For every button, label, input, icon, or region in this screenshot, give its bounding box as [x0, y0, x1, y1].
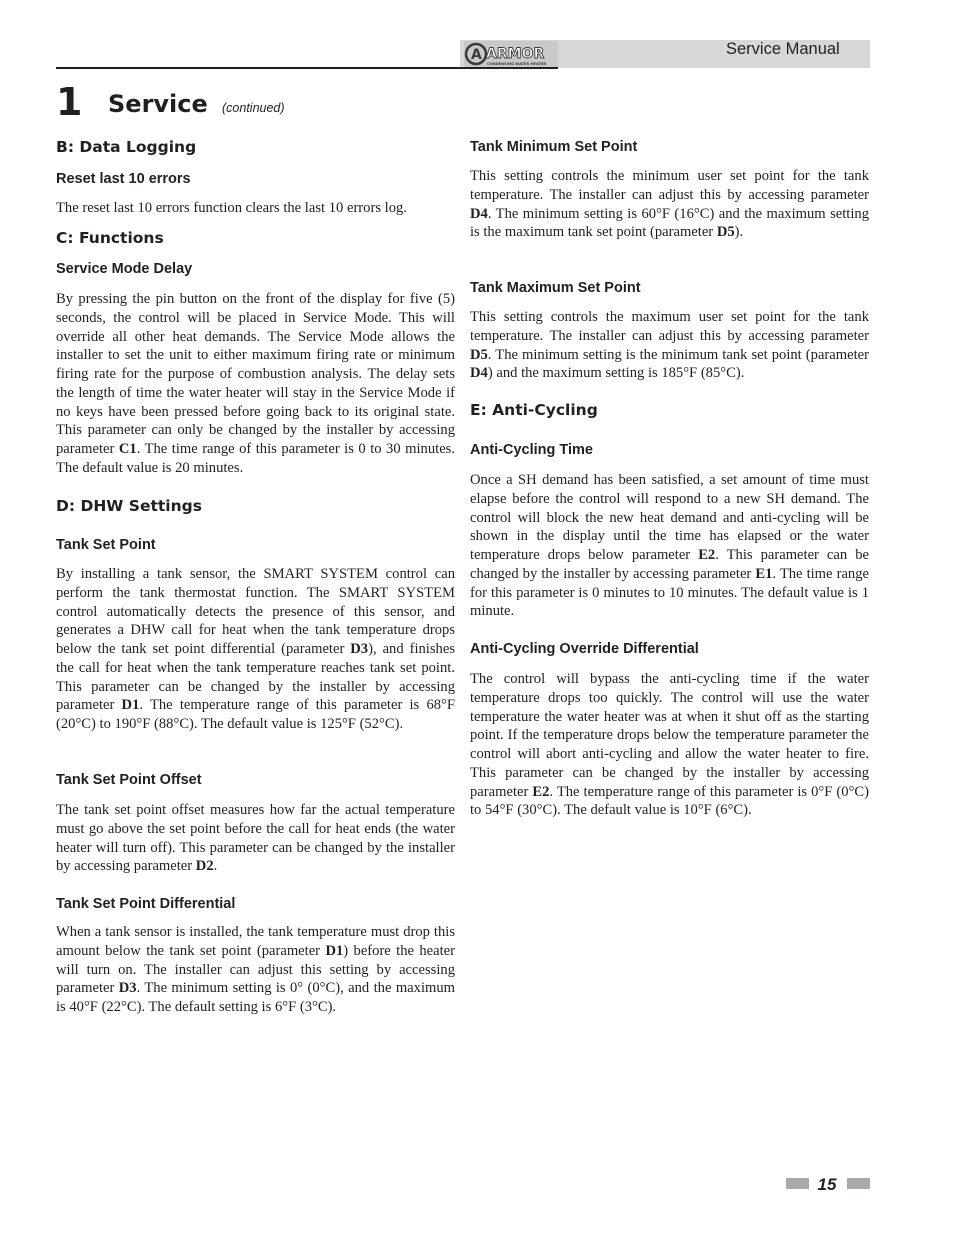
heading-tank-set-point: Tank Set Point: [56, 537, 156, 553]
para-anti-cycling-override: The control will bypass the anti-cycling time if the water temperature drops too quickly. The control will use the water temperature the water heater was at when it shut off as the starting point. If the temperature drops below the temperature parameter the control will abort anti-cycling and allow the water heater to fire. This parameter can be changed by the installer by accessing parameter E2. The temperature range of this parameter is 0°F (0°C) to 54°F (30°C). The default value is 10°F (6°C).: [470, 671, 869, 819]
heading-tank-minimum-set-point: Tank Minimum Set Point: [470, 139, 638, 155]
para-tank-set-point: By installing a tank sensor, the SMART SYSTEM control can perform the tank thermostat function. The SMART SYSTEM control automatically detects the presence of this sensor, and generates a DHW call for heat when the tank temperature drops below the tank set point differential (parameter D3), and finishes the call for heat when the tank temperature reaches tank set point. This parameter can be changed by the installer by accessing parameter D1. The temperature range of this parameter is 68°F (20°C) to 190°F (88°C). The default value is 125°F (52°C).: [56, 566, 455, 732]
para-anti-cycling-time: Once a SH demand has been satisfied, a set amount of time must elapse before the control will respond to a new SH demand. The control will block the new heat demand and anti-cycling will be shown in the display until the time has elapsed or the water temperature drops below parameter E2. This parameter can be changed by the installer by accessing parameter E1. The time range for this parameter is 0 minutes to 10 minutes. The default value is 1 minute.: [470, 472, 869, 620]
page-number: 15: [817, 1175, 837, 1194]
section-title: Service: [108, 90, 208, 118]
armor-logo: [464, 41, 558, 67]
svg-text:ARMOR: ARMOR: [486, 46, 545, 62]
heading-data-logging: B: Data Logging: [56, 138, 197, 156]
para-tank-maximum-set-point: This setting controls the maximum user set point for the tank temperature. The installer can adjust this by accessing parameter D5. The minimum setting is the minimum tank set point (parameter D4) and the maximum setting is 185°F (85°C).: [470, 309, 869, 382]
heading-tank-maximum-set-point: Tank Maximum Set Point: [470, 280, 641, 296]
para-tank-set-point-offset: The tank set point offset measures how far the actual temperature must go above the set point before the call for heat ends (the water heater will turn off). This parameter can be changed by the installer by accessing parameter D2.: [56, 802, 455, 875]
heading-tank-set-point-differential: Tank Set Point Differential: [56, 896, 236, 912]
heading-anti-cycling-override: Anti-Cycling Override Differential: [470, 641, 699, 657]
footer-bar-left: [786, 1178, 809, 1189]
para-service-mode-delay: By pressing the pin button on the front of the display for five (5) seconds, the control will be placed in Service Mode. This will override all other heat demands. The Service Mode allows the installer to set the unit to either maximum firing rate or minimum firing rate for the purpose of combustion analysis. The delay sets the length of time the water heater will stay in the Service Mode if no keys have been pressed before going back to its original state. This parameter can only be changed by the installer by accessing parameter C1. The time range of this parameter is 0 to 30 minutes. The default value is 20 minutes.: [56, 291, 456, 476]
heading-service-mode-delay: Service Mode Delay: [56, 261, 193, 277]
svg-text:A: A: [471, 47, 482, 63]
section-continued: (continued): [222, 101, 285, 115]
para-tank-minimum-set-point: This setting controls the minimum user set point for the tank temperature. The installer can adjust this by accessing parameter D4. The minimum setting is 60°F (16°C) and the maximum setting is the maximum tank set point (parameter D5).: [470, 168, 869, 241]
para-reset-errors: The reset last 10 errors function clears the last 10 errors log.: [56, 200, 407, 216]
svg-text:CONDENSING WATER HEATER: CONDENSING WATER HEATER: [487, 62, 547, 66]
heading-reset-errors: Reset last 10 errors: [56, 171, 191, 187]
heading-functions: C: Functions: [56, 229, 164, 247]
heading-anti-cycling-time: Anti-Cycling Time: [470, 442, 593, 458]
heading-tank-set-point-offset: Tank Set Point Offset: [56, 772, 202, 788]
heading-dhw-settings: D: DHW Settings: [56, 497, 202, 515]
para-tank-set-point-differential: When a tank sensor is installed, the tank temperature must drop this amount below the tank set point (parameter D1) before the heater will turn on. The installer can adjust this setting by accessing parameter D3. The minimum setting is 0° (0°C), and the maximum is 40°F (22°C). The default setting is 6°F (3°C).: [56, 924, 456, 1015]
heading-anti-cycling: E: Anti-Cycling: [470, 401, 598, 419]
section-number: 1: [56, 80, 83, 124]
manual-title: Service Manual: [726, 40, 840, 58]
header-rule: [56, 67, 558, 69]
footer-bar-right: [847, 1178, 870, 1189]
